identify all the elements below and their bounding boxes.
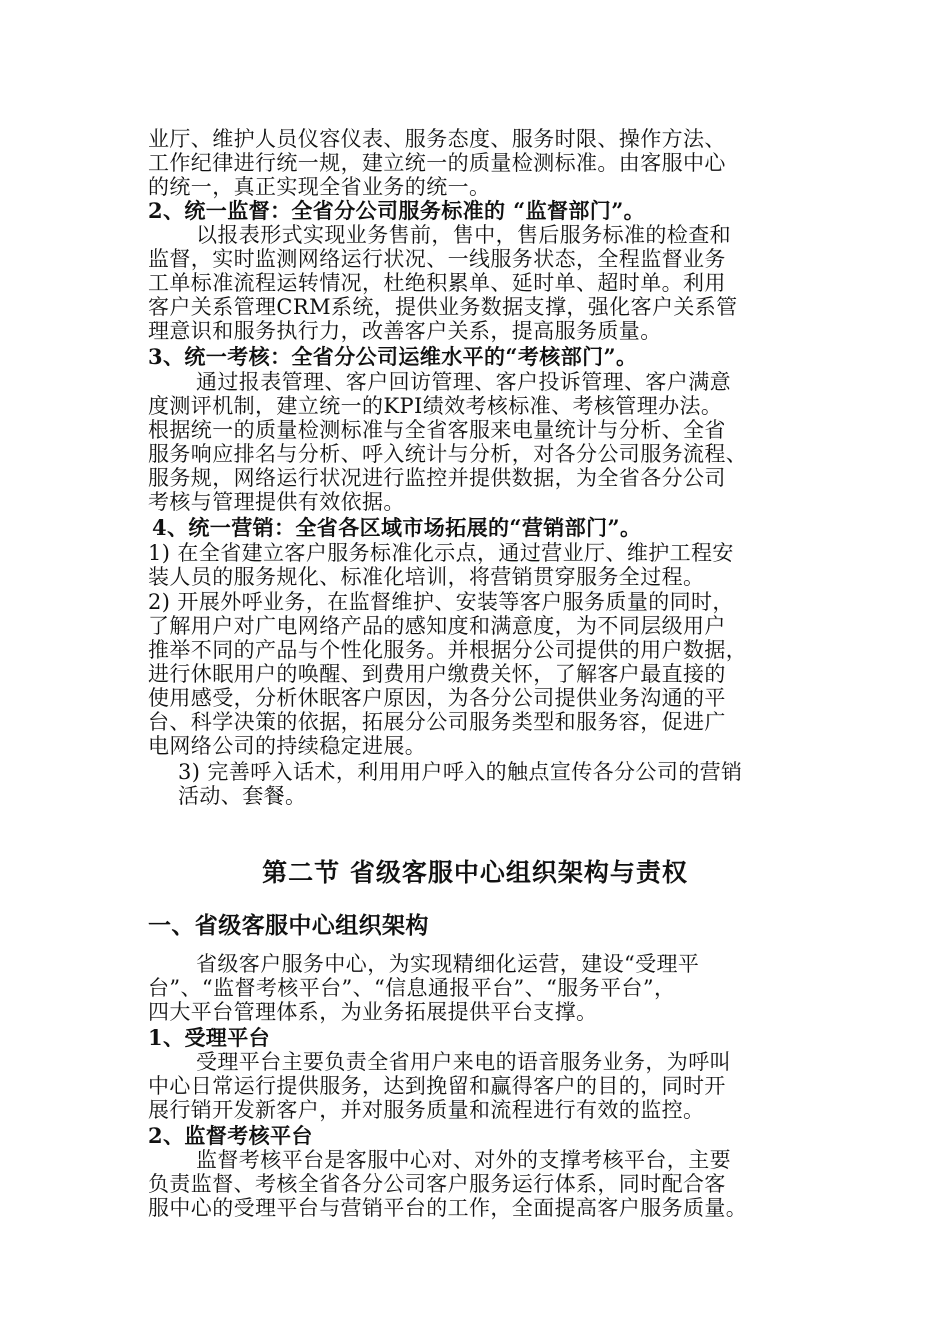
item-heading-marketing: 4、统一营销：全省各区域市场拓展的“营销部门”。 [152, 515, 642, 540]
list-item-line: 1) 在全省建立客户服务标准化示点，通过营业厅、维护工程安 [148, 541, 734, 565]
paragraph-line: 服中心的受理平台与营销平台的工作，全面提高客户服务质量。 [148, 1196, 748, 1220]
paragraph-line: 服务规，网络运行状况进行监控并提供数据，为全省各分公司 [148, 466, 726, 490]
paragraph-line: 度测评机制，建立统一的KPI绩效考核标准、考核管理办法。 [148, 394, 723, 418]
paragraph-line: 受理平台主要负责全省用户来电的语音服务业务，为呼叫 [196, 1050, 731, 1074]
list-item-line: 装人员的服务规化、标准化培训，将营销贯穿服务全过程。 [148, 565, 705, 589]
item-heading-assessment: 3、统一考核：全省分公司运维水平的“考核部门”。 [148, 344, 638, 369]
list-item-line: 推举不同的产品与个性化服务。并根据分公司提供的用户数据， [148, 638, 748, 662]
paragraph-line: 以报表形式实现业务售前，售中，售后服务标准的检查和 [196, 223, 731, 247]
paragraph-line: 客户关系管理CRM系统，提供业务数据支撑，强化客户关系管 [148, 295, 738, 319]
paragraph-line: 工单标准流程运转情况，杜绝积累单、延时单、超时单。利用 [148, 271, 726, 295]
item-heading-supervision: 2、统一监督：全省分公司服务标准的 “监督部门”。 [148, 198, 646, 223]
paragraph-line: 理意识和服务执行力，改善客户关系，提高服务质量。 [148, 319, 662, 343]
paragraph-line: 考核与管理提供有效依据。 [148, 490, 405, 514]
paragraph-line: 工作纪律进行统一规，建立统一的质量检测标准。由客服中心 [148, 151, 726, 175]
paragraph-line: 的统一，真正实现全省业务的统一。 [148, 175, 491, 199]
paragraph-line: 根据统一的质量检测标准与全省客服来电量统计与分析、全省 [148, 418, 726, 442]
paragraph-line: 展行销开发新客户，并对服务质量和流程进行有效的监控。 [148, 1098, 705, 1122]
paragraph-line: 通过报表管理、客户回访管理、客户投诉管理、客户满意 [196, 370, 731, 394]
list-item-line: 使用感受，分析休眠客户原因，为各分公司提供业务沟通的平 [148, 686, 726, 710]
paragraph-line: 服务响应排名与分析、呼入统计与分析，对各分公司服务流程、 [148, 442, 748, 466]
list-item-line: 3) 完善呼入话术，利用用户呼入的触点宣传各分公司的营销 [178, 760, 743, 784]
list-item-line: 活动、套餐。 [178, 784, 307, 808]
list-item-line: 进行休眠用户的唤醒、到费用户缴费关怀，了解客户最直接的 [148, 662, 726, 686]
paragraph-line: 省级客户服务中心，为实现精细化运营，建设“受理平 [196, 952, 700, 976]
list-item-line: 电网络公司的持续稳定进展。 [148, 734, 427, 758]
list-item-line: 2) 开展外呼业务，在监督维护、安装等客户服务质量的同时， [148, 590, 734, 614]
paragraph-line: 台”、“监督考核平台”、“信息通报平台”、“服务平台”， [148, 976, 676, 1000]
list-item-line: 了解用户对广电网络产品的感知度和满意度，为不同层级用户 [148, 614, 726, 638]
paragraph-line: 中心日常运行提供服务，达到挽留和赢得客户的目的，同时开 [148, 1074, 726, 1098]
platform-heading-supervision: 2、监督考核平台 [148, 1123, 313, 1148]
paragraph-line: 四大平台管理体系，为业务拓展提供平台支撑。 [148, 1000, 598, 1024]
paragraph-line: 负责监督、考核全省各分公司客户服务运行体系，同时配合客 [148, 1172, 726, 1196]
paragraph-line: 监督考核平台是客服中心对、对外的支撑考核平台，主要 [196, 1148, 731, 1172]
paragraph-line: 监督，实时监测网络运行状况、一线服务状态，全程监督业务 [148, 247, 726, 271]
section-title: 第二节 省级客服中心组织架构与责权 [262, 858, 688, 887]
chapter-heading: 一、省级客服中心组织架构 [148, 912, 429, 939]
platform-heading-acceptance: 1、受理平台 [148, 1025, 271, 1050]
paragraph-line: 业厅、维护人员仪容仪表、服务态度、服务时限、操作方法、 [148, 127, 726, 151]
list-item-line: 台、科学决策的依据，拓展分公司服务类型和服务容，促进广 [148, 710, 726, 734]
